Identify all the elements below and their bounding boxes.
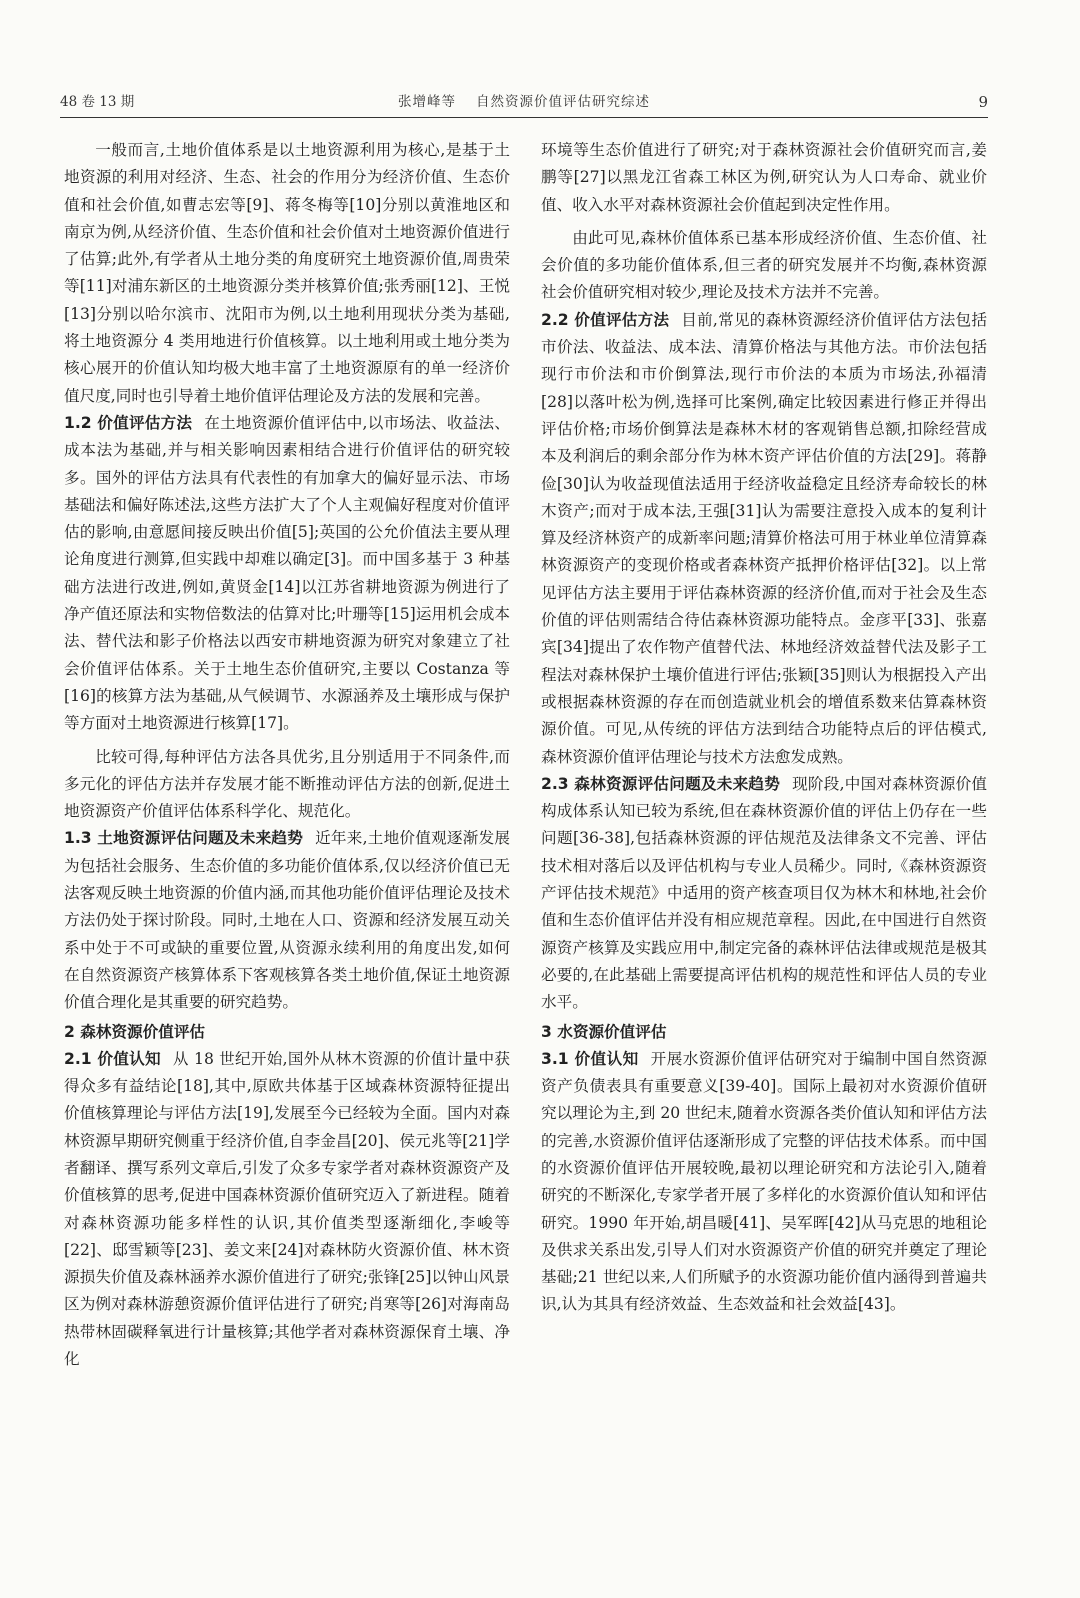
- section-2-2: [541, 307, 987, 771]
- paragraph-method-comparison: 比较可得,每种评估方法各具优劣,且分别适用于不同条件,而多元化的评估方法并存发展才能不断推动评估方法的创新,促进土地资源资产价值评估体系科学化、规范化。: [64, 747, 510, 821]
- section-text-2-1: 从 18 世纪开始,国外从林木资源的价值计量中获得众多有益结论[18],其中,原欧共体基于区域森林资源特征提出价值核算理论与评估方法[19],发展至今已经较为全面。国内对森林资源早期研究侧重于经济价值,自李金昌[20]、侯元兆等[21]学者翻译、撰写系列文章后,引发了众多专家学者对森林资源资产及价值核算的思考,促进中国森林资源价值研究迈入了新进程。随着对森林资源功能多样性的认识,其价值类型逐渐细化,李峻等[22]、邸雪颖等[23]、姜文来[24]对森林防火资源价值、林木资源损失价值及森林涵养水源价值进行了研究;张锋[25]以钟山风景区为例对森林游憩资源价值评估进行了研究;肖寒等[26]对海南岛热带林固碳释氧进行计量核算;其他学者对森林资源保育土壤、净化: [64, 1049, 510, 1369]
- section-heading-2-1: 2.1 价值认知: [64, 1049, 161, 1068]
- paragraph-land-value-system: 一般而言,土地价值体系是以土地资源利用为核心,是基于土地资源的利用对经济、生态、社会的作用分为经济价值、生态价值和社会价值,如曹志宏等[9]、蒋冬梅等[10]分别以黄淮地区和南京为例,从经济价值、生态价值和社会价值对土地资源价值进行了估算;此外,有学者从土地分类的角度研究土地资源价值,周贵荣等[11]对浦东新区的土地资源分类并核算价值;张秀丽[12]、王悦[13]分别以哈尔滨市、沈阳市为例,以土地利用现状分类为基础,将土地资源分 4 类用地进行价值核算。以土地利用或土地分类为核心展开的价值认知均极大地丰富了土地资源原有的单一经济价值尺度,同时也引导着土地价值评估理论及方法的发展和完善。: [64, 141, 510, 405]
- page-number: 9: [978, 93, 988, 111]
- section-1-2: [64, 410, 510, 738]
- header-article-title: 自然资源价值评估研究综述: [476, 94, 650, 110]
- section-heading-2-2: 2.2 价值评估方法: [541, 310, 670, 329]
- header-center: [60, 91, 988, 113]
- left-column: [64, 137, 510, 1373]
- section-3-1: [541, 1046, 987, 1319]
- volume-issue: 48 卷 13 期: [60, 94, 135, 110]
- section-title-3: 3 水资源价值评估: [541, 1022, 667, 1041]
- right-column: [541, 137, 987, 1319]
- section-2-1: [64, 1046, 510, 1374]
- section-text-3-1: 开展水资源价值评估研究对于编制中国自然资源资产负债表具有重要意义[39-40]。国际上最初对水资源价值研究以理论为主,到 20 世纪末,随着水资源各类价值认知和评估方法的完善,水资源价值评估逐渐形成了完整的评估技术体系。而中国的水资源价值评估开展较晚,最初以理论研究和方法论引入,随着研究的不断深化,专家学者开展了多样化的水资源价值认知和评估研究。1990 年开始,胡昌暖[41]、吴军晖[42]从马克思的地租论及供求关系出发,引导人们对水资源资产价值的研究并奠定了理论基础;21 世纪以来,人们所赋予的水资源功能价值内涵得到普遍共识,认为其具有经济效益、生态效益和社会效益[43]。: [541, 1049, 987, 1314]
- section-1-3: [64, 825, 510, 1016]
- section-heading-2-3: 2.3 森林资源评估问题及未来趋势: [541, 774, 781, 793]
- section-title-2: 2 森林资源价值评估: [64, 1022, 206, 1041]
- section-text-2-2: 目前,常见的森林资源经济价值评估方法包括市价法、收益法、成本法、清算价格法与其他方法。市价法包括现行市价法和市价倒算法,现行市价法的本质为市场法,孙福清[28]以落叶松为例,选择可比案例,确定比较因素进行修正并得出评估价格;市场价倒算法是森林木材的客观销售总额,扣除经营成本及利润后的剩余部分作为林木资产评估价值的方法[29]。蒋静俭[30]认为收益现值法适用于经济收益稳定且经济寿命较长的林木资产;而对于成本法,王强[31]认为需要注意投入成本的复利计算及经济林资产的成新率问题;清算价格法可用于林业单位清算森林资源资产的变现价格或者森林资产抵押价格评估[32]。以上常见评估方法主要用于评估森林资源的经济价值,而对于社会及生态价值的评估则需结合待估森林资源功能特点。金彦平[33]、张嘉宾[34]提出了农作物产值替代法、林地经济效益替代法及影子工程法对森林保护土壤价值进行评估;张颖[35]则认为根据投入产出或根据森林资源的存在而创造就业机会的增值系数来估算森林资源价值。可见,从传统的评估方法到结合功能特点后的评估模式,森林资源价值评估理论与技术方法愈发成熟。: [541, 310, 987, 766]
- section-heading-1-2: 1.2 价值评估方法: [64, 413, 193, 432]
- section-text-2-3: 现阶段,中国对森林资源价值构成体系认知已较为系统,但在森林资源价值的评估上仍存在一些问题[36-38],包括森林资源的评估规范及法律条文不完善、评估技术相对落后以及评估机构与专业人员稀少。同时,《森林资源资产评估技术规范》中适用的资产核查项目仅为林木和林地,社会价值和生态价值评估并没有相应规范章程。因此,在中国进行自然资源资产核算及实践应用中,制定完备的森林评估法律或规范是极其必要的,在此基础上需要提高评估机构的规范性和评估人员的专业水平。: [541, 774, 987, 1012]
- section-text-1-2: 在土地资源价值评估中,以市场法、收益法、成本法为基础,并与相关影响因素相结合进行价值评估的研究较多。国外的评估方法具有代表性的有加拿大的偏好显示法、市场基础法和偏好陈述法,这些方法扩大了个人主观偏好程度对价值评估的影响,由意愿间接反映出价值[5];英国的公允价值法主要从理论角度进行测算,但实践中却难以确定[3]。而中国多基于 3 种基础方法进行改进,例如,黄贤金[14]以江苏省耕地资源为例进行了净产值还原法和实物倍数法的估算对比;叶珊等[15]运用机会成本法、替代法和影子价格法以西安市耕地资源为研究对象建立了社会价值评估体系。关于土地生态价值研究,主要以 Costanza 等[16]的核算方法为基础,从气候调节、水源涵养及土壤形成与保护等方面对土地资源进行核算[17]。: [64, 413, 510, 733]
- section-heading-1-3: 1.3 土地资源评估问题及未来趋势: [64, 829, 304, 848]
- section-2-3: [541, 771, 987, 1017]
- paragraph-continued: 环境等生态价值进行了研究;对于森林资源社会价值研究而言,姜鹏等[27]以黑龙江省森工林区为例,研究认为人口寿命、就业价值、收入水平对森林资源社会价值起到决定性作用。: [541, 141, 987, 214]
- header-authors: 张增峰等: [398, 94, 456, 110]
- running-header: [60, 91, 988, 118]
- section-heading-3-1: 3.1 价值认知: [541, 1049, 639, 1068]
- paragraph-forest-value-system: 由此可见,森林价值体系已基本形成经济价值、生态价值、社会价值的多功能价值体系,但三者的研究发展并不均衡,森林资源社会价值研究相对较少,理论及技术方法并不完善。: [541, 228, 987, 302]
- section-text-1-3: 近年来,土地价值观逐渐发展为包括社会服务、生态价值的多功能价值体系,仅以经济价值已无法客观反映土地资源的价值内涵,而其他功能价值评估理论及技术方法仍处于探讨阶段。同时,土地在人口、资源和经济发展互动关系中处于不可或缺的重要位置,从资源永续利用的角度出发,如何在自然资源资产核算体系下客观核算各类土地价值,保证土地资源价值合理化是其重要的研究趋势。: [64, 829, 510, 1012]
